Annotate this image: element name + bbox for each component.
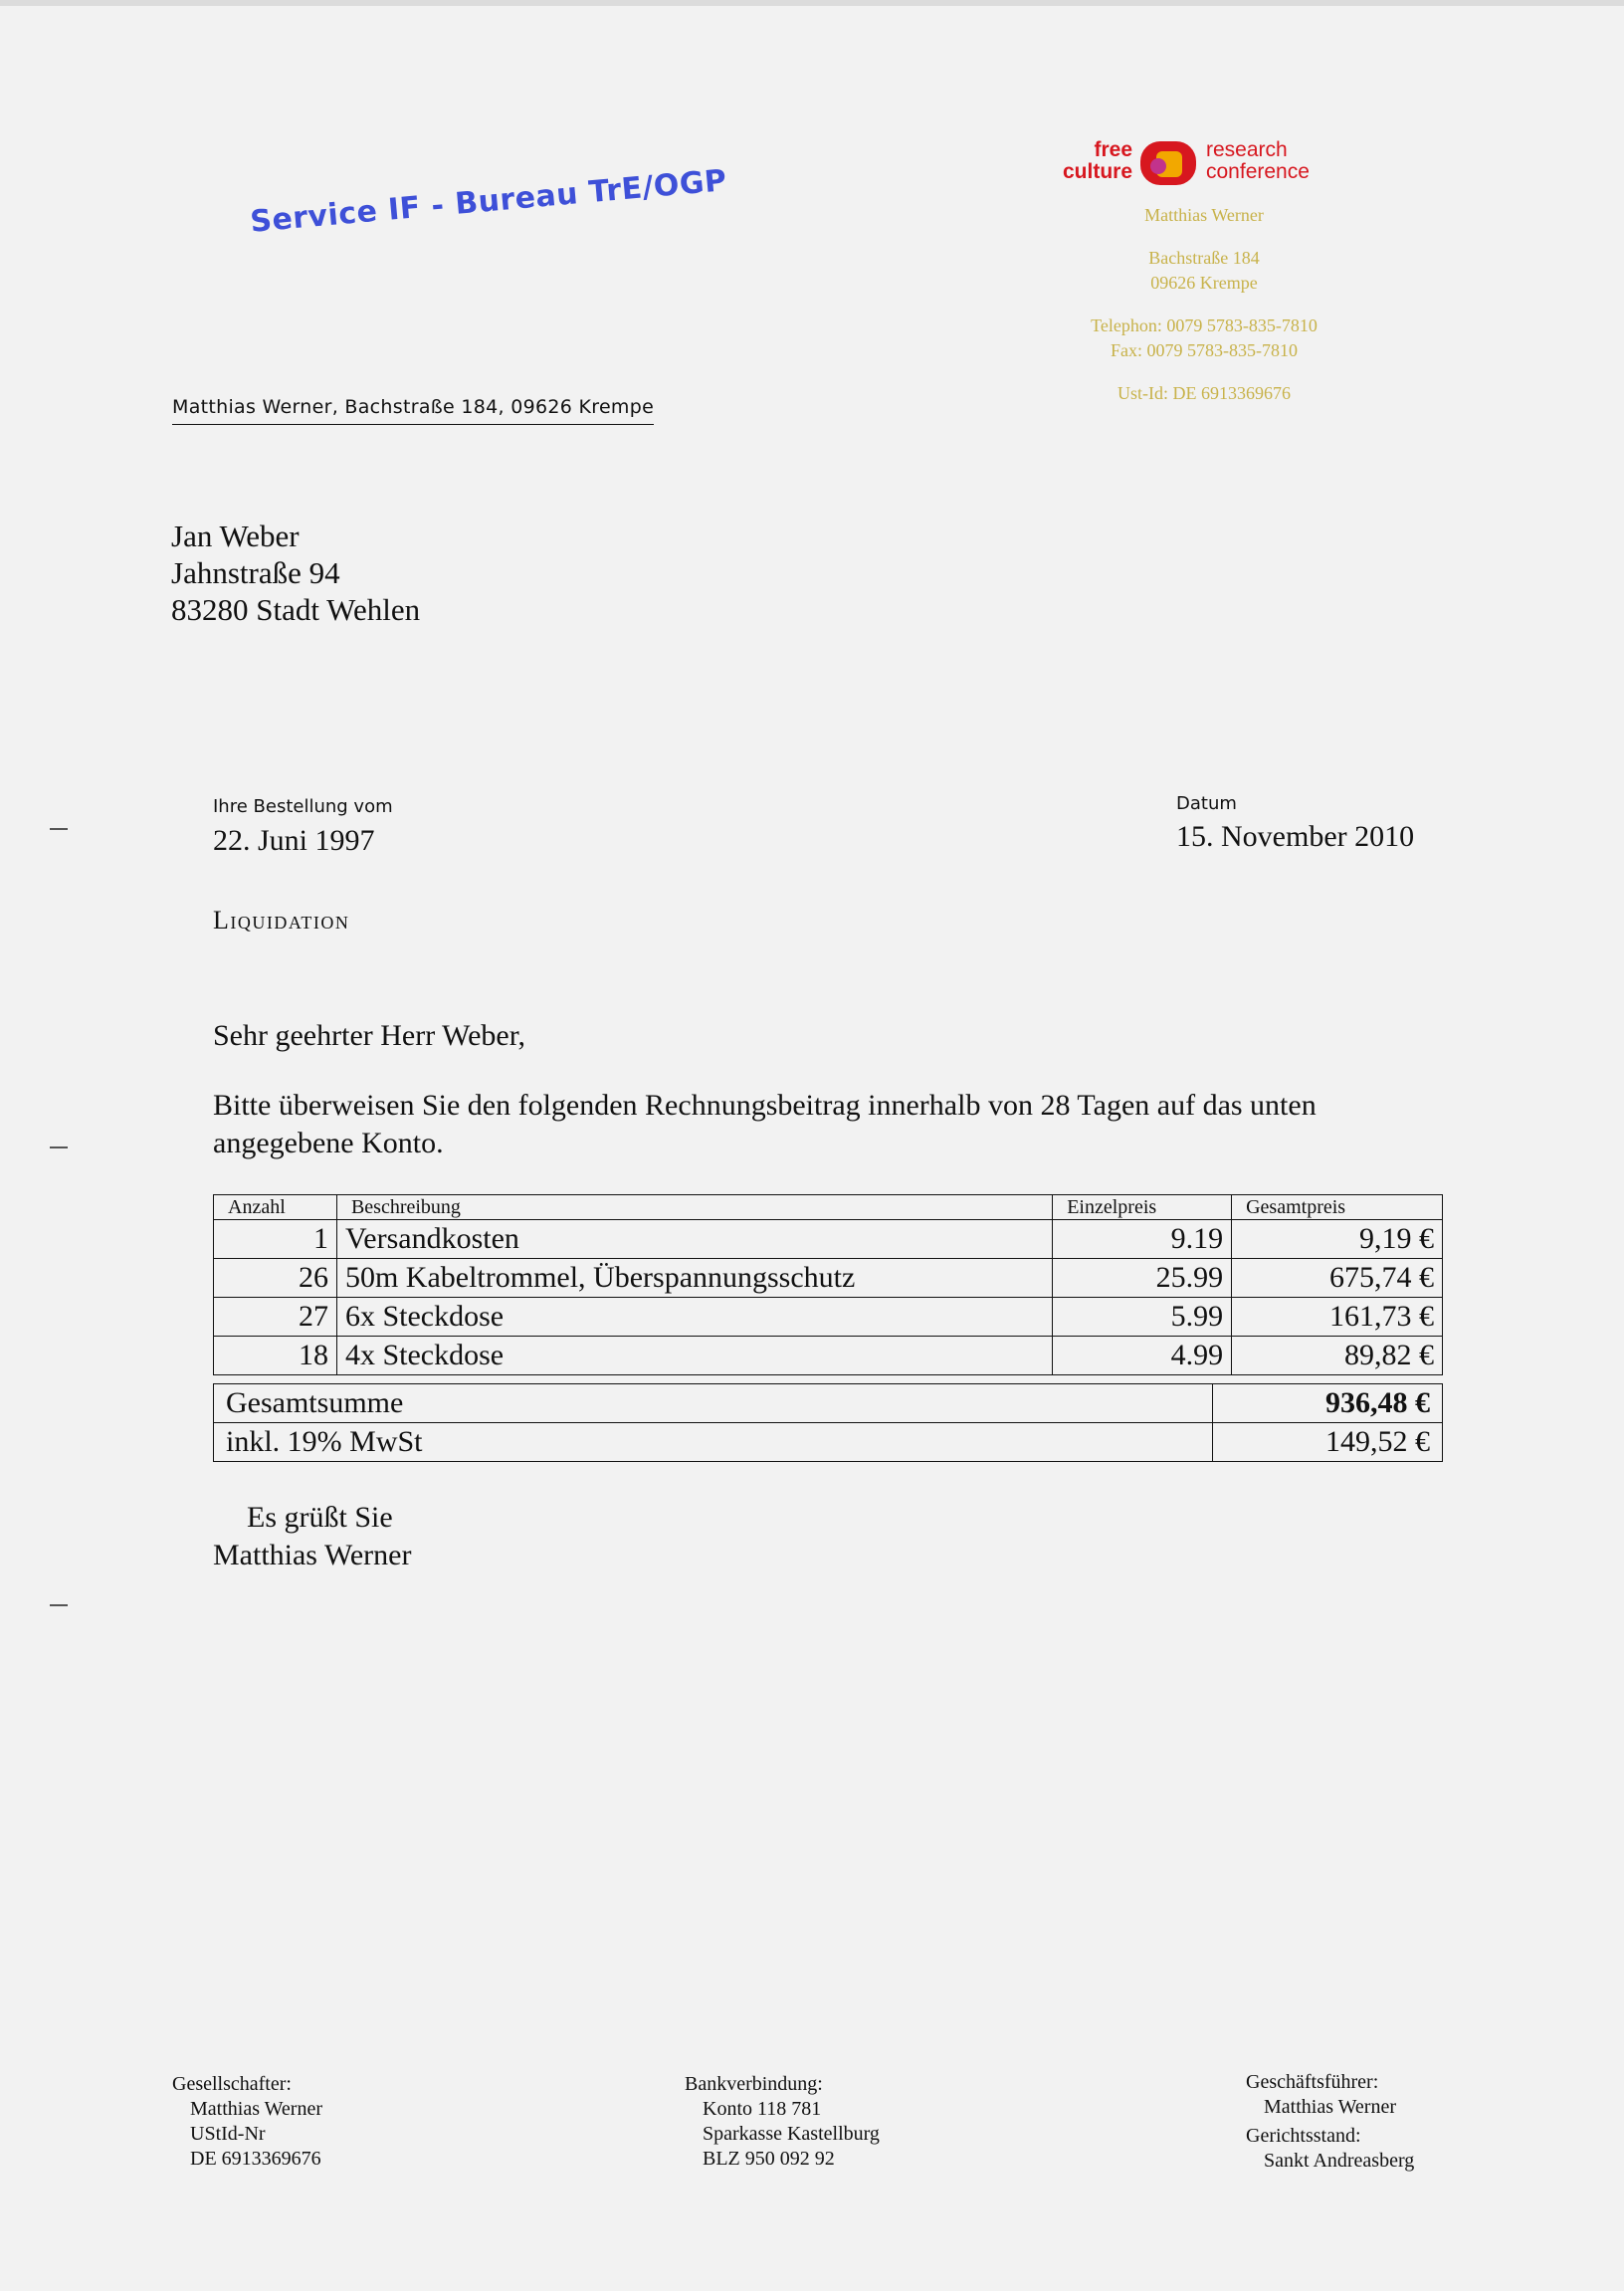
cell-quantity: 27 xyxy=(214,1298,337,1337)
salutation: Sehr geehrter Herr Weber, xyxy=(213,1019,526,1052)
sender-ustid: Ust-Id: DE 6913369676 xyxy=(1117,383,1291,403)
table-row xyxy=(214,1298,1443,1337)
order-date-label: Ihre Bestellung vom xyxy=(213,796,393,817)
conference-logo xyxy=(1063,139,1341,189)
tax-value: 149,52 € xyxy=(1213,1423,1443,1462)
footer-manager-title: Geschäftsführer: xyxy=(1246,2071,1379,2093)
closing-signature-name: Matthias Werner xyxy=(213,1539,412,1571)
logo-icon xyxy=(1134,139,1200,189)
cell-quantity: 26 xyxy=(214,1259,337,1298)
scan-edge xyxy=(0,0,1624,6)
tax-label: inkl. 19% MwSt xyxy=(214,1423,1213,1462)
logo-text-left: free culture xyxy=(1062,138,1132,183)
logo-text-right: research conference xyxy=(1206,138,1310,183)
cell-description: 4x Steckdose xyxy=(336,1337,1052,1375)
table-row xyxy=(214,1259,1443,1298)
fold-mark-top xyxy=(50,828,68,830)
footer-partner xyxy=(172,2072,322,2172)
invoice-items-table xyxy=(213,1194,1443,1375)
punch-mark xyxy=(50,1146,68,1148)
total-sum-value: 936,48 € xyxy=(1213,1384,1443,1423)
cell-description: 50m Kabeltrommel, Überspannungsschutz xyxy=(336,1259,1052,1298)
footer-bank-line: Konto 118 781 xyxy=(703,2098,822,2120)
footer-bank-line: BLZ 950 092 92 xyxy=(703,2148,835,2170)
footer-partner-line: DE 6913369676 xyxy=(190,2148,321,2170)
cell-unit-price: 25.99 xyxy=(1053,1259,1232,1298)
footer-bank-title: Bankverbindung: xyxy=(685,2073,823,2095)
return-address: Matthias Werner, Bachstraße 184, 09626 Krempe xyxy=(172,396,654,425)
recipient-address xyxy=(171,518,420,628)
cell-total-price: 9,19 € xyxy=(1232,1220,1443,1259)
table-header-row xyxy=(214,1195,1443,1220)
table-row xyxy=(214,1337,1443,1375)
sender-fax: Fax: 0079 5783-835-7810 xyxy=(1111,340,1298,360)
footer-manager-line: Matthias Werner xyxy=(1264,2096,1396,2118)
subject-heading: Liquidation xyxy=(213,906,350,935)
footer-bank xyxy=(685,2072,880,2172)
recipient-city: 83280 Stadt Wehlen xyxy=(171,592,421,627)
cell-unit-price: 5.99 xyxy=(1053,1298,1232,1337)
table-row xyxy=(214,1220,1443,1259)
tax-row xyxy=(214,1423,1443,1462)
order-date-value: 22. Juni 1997 xyxy=(213,824,375,857)
sender-city: 09626 Krempe xyxy=(1150,273,1258,293)
recipient-name: Jan Weber xyxy=(171,519,300,553)
sender-street: Bachstraße 184 xyxy=(1148,248,1260,268)
cell-total-price: 161,73 € xyxy=(1232,1298,1443,1337)
letterhead-sender xyxy=(1025,203,1383,406)
letter-date-label: Datum xyxy=(1176,793,1237,814)
footer-court-title: Gerichtsstand: xyxy=(1246,2125,1361,2147)
cell-quantity: 18 xyxy=(214,1337,337,1375)
closing-phrase: Es grüßt Sie xyxy=(247,1501,393,1534)
col-header-total-price: Gesamtpreis xyxy=(1232,1195,1443,1220)
rubber-stamp: Service IF - Bureau TrE/OGP xyxy=(249,163,728,240)
closing-block xyxy=(213,1499,411,1574)
recipient-street: Jahnstraße 94 xyxy=(171,555,340,590)
footer-partner-line: Matthias Werner xyxy=(190,2098,322,2120)
letter-date-value: 15. November 2010 xyxy=(1176,820,1415,853)
col-header-quantity: Anzahl xyxy=(214,1195,337,1220)
cell-unit-price: 9.19 xyxy=(1053,1220,1232,1259)
footer-bank-line: Sparkasse Kastellburg xyxy=(703,2123,880,2145)
total-sum-row xyxy=(214,1384,1443,1423)
footer-partner-title: Gesellschafter: xyxy=(172,2073,292,2095)
sender-telephone: Telephon: 0079 5783-835-7810 xyxy=(1091,315,1318,335)
cell-total-price: 675,74 € xyxy=(1232,1259,1443,1298)
cell-description: 6x Steckdose xyxy=(336,1298,1052,1337)
invoice-totals-table xyxy=(213,1383,1443,1462)
cell-description: Versandkosten xyxy=(336,1220,1052,1259)
body-paragraph: Bitte überweisen Sie den folgenden Rechnungsbeitrag innerhalb von 28 Tagen auf das unten angegebene Konto. xyxy=(213,1089,1317,1159)
col-header-unit-price: Einzelpreis xyxy=(1053,1195,1232,1220)
cell-unit-price: 4.99 xyxy=(1053,1337,1232,1375)
footer-partner-line: UStId-Nr xyxy=(190,2123,266,2145)
footer-court-line: Sankt Andreasberg xyxy=(1264,2150,1415,2172)
sender-name: Matthias Werner xyxy=(1144,205,1264,225)
col-header-description: Beschreibung xyxy=(336,1195,1052,1220)
cell-quantity: 1 xyxy=(214,1220,337,1259)
fold-mark-bottom xyxy=(50,1604,68,1606)
cell-total-price: 89,82 € xyxy=(1232,1337,1443,1375)
total-sum-label: Gesamtsumme xyxy=(214,1384,1213,1423)
footer-management xyxy=(1246,2070,1414,2174)
